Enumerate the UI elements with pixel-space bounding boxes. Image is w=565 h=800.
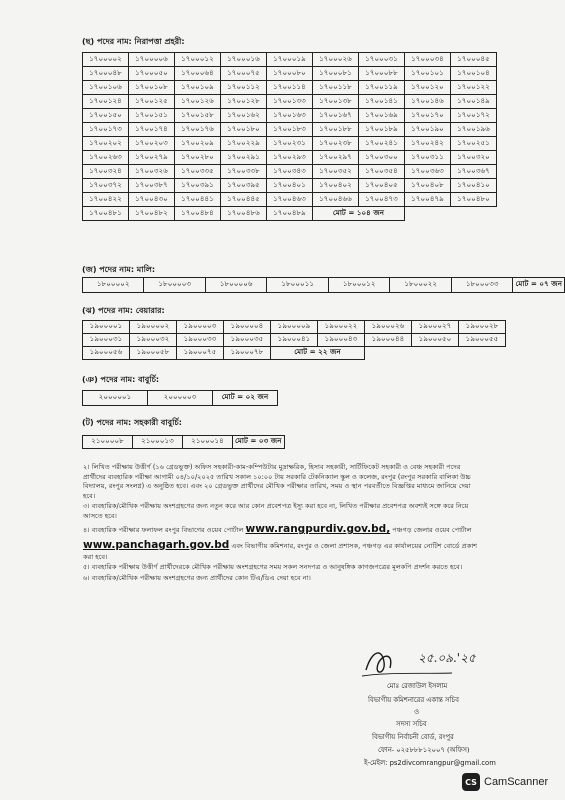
roll-number-cell: ১৭০০১৯০ bbox=[405, 123, 451, 137]
section-heading-gardener: (জ) পদের নাম: মালি: bbox=[82, 265, 156, 274]
roll-number-cell: ১৮০০০০২ bbox=[83, 278, 144, 293]
roll-number-cell: ১৯০০০৪৪ bbox=[365, 334, 412, 347]
roll-number-cell: ১৭০০২৩৮ bbox=[313, 137, 359, 151]
roll-number-cell: ১৭০০৪৮৪ bbox=[175, 207, 221, 221]
roll-number-cell: ১৭০০৩৬৭ bbox=[451, 165, 497, 179]
roll-number-cell: ১৭০০০১৯ bbox=[267, 53, 313, 67]
roll-number-cell: ১৯০০০৫৫ bbox=[459, 334, 506, 347]
roll-number-cell: ১৭০০০১৬ bbox=[221, 53, 267, 67]
roll-number-cell: ১৭০০২৯৩ bbox=[267, 151, 313, 165]
roll-table-body bbox=[83, 53, 497, 221]
roll-number-cell: ১৭০০১২৫ bbox=[129, 95, 175, 109]
roll-number-cell: ১৮০০০১১ bbox=[267, 278, 328, 293]
roll-number-cell: ১৭০০৪৪১ bbox=[175, 193, 221, 207]
roll-number-cell: ১৭০০১৪১ bbox=[359, 95, 405, 109]
roll-number-cell: ১৭০০১৫৮ bbox=[175, 109, 221, 123]
roll-table-security-guard bbox=[82, 52, 497, 221]
roll-number-cell: ১৭০০৪৩০ bbox=[129, 193, 175, 207]
roll-number-cell: ১৭০০০১২ bbox=[175, 53, 221, 67]
total-count-cell: মোট = ০২ জন bbox=[213, 391, 278, 406]
roll-number-cell: ১৭০০০৭৫ bbox=[221, 67, 267, 81]
roll-number-cell: ১৭০০৪৬৩ bbox=[267, 193, 313, 207]
roll-number-cell: ১৭০০৩৬৩ bbox=[405, 165, 451, 179]
roll-number-cell: ১৭০০৪০৮ bbox=[405, 179, 451, 193]
roll-number-cell: ১৭০০০৮০ bbox=[267, 67, 313, 81]
roll-number-cell: ১৭০০১৩৩ bbox=[267, 95, 313, 109]
roll-number-cell: ২১০০০১৪ bbox=[183, 436, 233, 449]
total-count-cell: মোট = ২২ জন bbox=[271, 347, 365, 360]
roll-number-cell: ১৭০০১৭৬ bbox=[175, 123, 221, 137]
table-row bbox=[83, 278, 565, 293]
roll-number-cell: ১৭০০১৭০ bbox=[405, 109, 451, 123]
roll-number-cell: ১৭০০৩৯৫ bbox=[221, 179, 267, 193]
roll-number-cell: ১৭০০২৯৭ bbox=[313, 151, 359, 165]
roll-number-cell: ১৯০০০৪৩ bbox=[318, 334, 365, 347]
roll-number-cell: ১৭০০৪১০ bbox=[451, 179, 497, 193]
roll-number-cell: ১৭০০৪৮২ bbox=[129, 207, 175, 221]
roll-number-cell: ১৯০০০২৬ bbox=[365, 321, 412, 334]
roll-number-cell: ১৭০০৩২০ bbox=[451, 151, 497, 165]
roll-number-cell: ১৯০০০৫৬ bbox=[83, 347, 130, 360]
roll-number-cell: ১৮০০০৩৩ bbox=[451, 278, 513, 293]
roll-number-cell: ১৯০০০৭৫ bbox=[177, 347, 224, 360]
roll-number-cell: ১৭০০৪৪৫ bbox=[221, 193, 267, 207]
roll-number-cell: ১৭০০৩৫২ bbox=[313, 165, 359, 179]
roll-number-cell: ১৯০০০২৮ bbox=[459, 321, 506, 334]
roll-number-cell: ১৭০০৪৭৯ bbox=[405, 193, 451, 207]
roll-number-cell: ১৭০০১৫০ bbox=[83, 109, 129, 123]
roll-number-cell: ১৭০০১০৮ bbox=[129, 81, 175, 95]
roll-number-cell: ১৭০০০২৬ bbox=[313, 53, 359, 67]
roll-number-cell: ১৭০০১৫১ bbox=[129, 109, 175, 123]
note-6: ৬। ব্যবহারিক/মৌখিক পরীক্ষায় অংশগ্রহণের জন্য প্রার্থীদের কোন টিএ/ডিএ দেয়া হবে না। bbox=[83, 573, 311, 582]
table-row bbox=[83, 53, 497, 67]
roll-number-cell: ১৭০০২০৯ bbox=[175, 137, 221, 151]
note-4 bbox=[83, 522, 483, 562]
roll-number-cell: ১৭০০১১৯ bbox=[359, 81, 405, 95]
signatory-and: ও bbox=[414, 708, 420, 716]
roll-number-cell: ১৯০০০৩১ bbox=[83, 334, 130, 347]
roll-number-cell: ১৯০০০২৭ bbox=[412, 321, 459, 334]
roll-number-cell: ১৭০০১৬২ bbox=[221, 109, 267, 123]
roll-number-cell: ১৭০০৩৭২ bbox=[83, 179, 129, 193]
note-4-text-a: ৪। ব্যবহারিক পরীক্ষার ফলাফল রংপুর বিভাগের ওয়েব পোর্টাল bbox=[83, 526, 244, 535]
roll-number-cell: ১৭০০৪৬৬ bbox=[313, 193, 359, 207]
table-row bbox=[83, 436, 285, 449]
roll-table-assistant-cook bbox=[82, 435, 285, 449]
roll-number-cell: ১৭০০৪৮১ bbox=[83, 207, 129, 221]
roll-number-cell: ২০০০০০৩ bbox=[148, 391, 213, 406]
roll-number-cell: ১৭০০০৪৮ bbox=[83, 67, 129, 81]
section-heading-security-guard: (ছ) পদের নাম: নিরাপত্তা প্রহরী: bbox=[82, 37, 185, 46]
roll-number-cell: ২১০০০০৮ bbox=[83, 436, 133, 449]
total-count-cell: মোট = ১০৪ জন bbox=[313, 207, 405, 221]
roll-number-cell: ১৭০০৩৩৮ bbox=[221, 165, 267, 179]
roll-number-cell: ১৭০০১৩৮ bbox=[313, 95, 359, 109]
camscanner-watermark bbox=[462, 773, 548, 791]
roll-number-cell: ১৭০০৪৮৯ bbox=[267, 207, 313, 221]
roll-number-cell: ১৭০০১০৯ bbox=[175, 81, 221, 95]
roll-number-cell: ১৭০০১৭২ bbox=[451, 109, 497, 123]
roll-number-cell: ১৭০০১২০ bbox=[405, 81, 451, 95]
camscanner-logo-icon: CS bbox=[462, 773, 480, 791]
section-heading-cook: (ঞ) পদের নাম: বাবুর্চি: bbox=[82, 375, 160, 384]
signatory-name: মোঃ রেজাউল ইসলাম bbox=[387, 682, 448, 690]
signature-underline bbox=[362, 673, 452, 676]
roll-number-cell: ১৭০০২৭৯ bbox=[129, 151, 175, 165]
handwritten-date: ২৫.০৯.'২৫ bbox=[418, 651, 476, 665]
roll-number-cell: ১৭০০৩৪৩ bbox=[267, 165, 313, 179]
roll-number-cell: ১৭০০৩২৬ bbox=[129, 165, 175, 179]
table-row bbox=[83, 95, 497, 109]
roll-number-cell: ১৭০০১৪৬ bbox=[405, 95, 451, 109]
roll-number-cell: ১৭০০২৫১ bbox=[451, 137, 497, 151]
roll-number-cell: ১৭০০১৮৩ bbox=[267, 123, 313, 137]
roll-number-cell: ২০০০০০১ bbox=[83, 391, 148, 406]
roll-number-cell: ১৯০০০৩৩ bbox=[177, 334, 224, 347]
roll-number-cell: ১৭০০১৭৪ bbox=[129, 123, 175, 137]
total-count-cell: মোট = ০৩ জন bbox=[233, 436, 285, 449]
table-row bbox=[83, 123, 497, 137]
table-row bbox=[83, 179, 497, 193]
roll-number-cell: ১৭০০২৮০ bbox=[175, 151, 221, 165]
roll-number-cell: ১৭০০০৪৫ bbox=[451, 53, 497, 67]
roll-table-bearer bbox=[82, 320, 506, 360]
roll-number-cell: ১৭০০০৮৮ bbox=[359, 67, 405, 81]
table-row bbox=[83, 193, 497, 207]
roll-number-cell: ২১০০০১৩ bbox=[133, 436, 183, 449]
roll-number-cell: ১৭০০১৬৭ bbox=[313, 109, 359, 123]
roll-number-cell: ১৭০০২৩১ bbox=[267, 137, 313, 151]
roll-number-cell: ১৯০০০৭৮ bbox=[224, 347, 271, 360]
roll-number-cell: ১৭০০০০৬ bbox=[129, 53, 175, 67]
signatory-phone: ফোন- ০২৫৮৮৮১২০০৭ (অফিস) bbox=[378, 746, 470, 754]
note-4-text-b: পঞ্চগড় জেলার ওয়েব পোর্টাল bbox=[392, 526, 472, 535]
roll-table-body bbox=[83, 321, 506, 360]
roll-number-cell: ১৭০০১২৪ bbox=[83, 95, 129, 109]
table-row bbox=[83, 81, 497, 95]
roll-number-cell: ১৭০০১৮৯ bbox=[359, 123, 405, 137]
roll-number-cell: ১৭০০৪৮০ bbox=[451, 193, 497, 207]
table-row bbox=[83, 165, 497, 179]
roll-number-cell: ১৯০০০৫০ bbox=[412, 334, 459, 347]
roll-number-cell: ১৭০০৩৯১ bbox=[175, 179, 221, 193]
roll-number-cell: ১৭০০০০২ bbox=[83, 53, 129, 67]
roll-number-cell: ১৮০০০১২ bbox=[328, 278, 389, 293]
table-row bbox=[83, 334, 506, 347]
roll-number-cell: ১৭০০২০৩ bbox=[129, 137, 175, 151]
roll-number-cell: ১৭০০১৭৩ bbox=[83, 123, 129, 137]
roll-number-cell: ১৭০০১০৪ bbox=[451, 67, 497, 81]
roll-table-body bbox=[83, 278, 565, 293]
signatory-title-2: সদস্য সচিব bbox=[396, 720, 427, 728]
roll-number-cell: ১৭০০৩৫৪ bbox=[359, 165, 405, 179]
roll-number-cell: ১৭০০০৩১ bbox=[359, 53, 405, 67]
roll-number-cell: ১৭০০১০৬ bbox=[83, 81, 129, 95]
roll-number-cell: ১৭০০৩০০ bbox=[359, 151, 405, 165]
roll-table-cook bbox=[82, 390, 278, 406]
panchagarh-link[interactable]: www.panchagarh.gov.bd bbox=[83, 538, 230, 551]
roll-number-cell: ১৯০০০৩৫ bbox=[224, 334, 271, 347]
roll-number-cell: ১৭০০২০২ bbox=[83, 137, 129, 151]
section-heading-assistant-cook: (ট) পদের নাম: সহকারী বাবুর্চি: bbox=[82, 418, 182, 427]
roll-number-cell: ১৭০০৪৮৬ bbox=[221, 207, 267, 221]
roll-number-cell: ১৯০০০৫৮ bbox=[130, 347, 177, 360]
roll-number-cell: ১৭০০১১৪ bbox=[267, 81, 313, 95]
roll-number-cell: ১৭০০১৯৬ bbox=[451, 123, 497, 137]
roll-number-cell: ১৭০০৪৭৩ bbox=[359, 193, 405, 207]
roll-number-cell: ১৮০০০০৬ bbox=[205, 278, 266, 293]
note-3: ৩। ব্যবহারিক/মৌখিক পরীক্ষায় অংশগ্রহণের জন্য নতুন করে আর কোন প্রবেশপত্র ইস্যু করা হবে না, লিখিত পরীক্ষার প্রবেশপত্র অবশ্যই সঙ্গে করে নিয়ে আসতে হবে। bbox=[83, 502, 469, 520]
roll-number-cell: ১৯০০০০৯ bbox=[271, 321, 318, 334]
note-2: ২। লিখিত পরীক্ষায় উত্তীর্ণ (১৬ গ্রেডভুক্ত) অফিস সহকারী-কাম-কম্পিউটার মুদ্রাক্ষরিক, হিসাব সহকারী, সার্টিফিকেট সহকারী ও বেঞ্চ সহকারী পদের প্রার্থীদের ব্যবহারিক পরীক্ষা আগামী ০৪/১০/২০২৫ তারিখ সকাল ১০:০০ টায় সরকারি টেকনিক্যাল স্কুল ও কলেজ, রংপুর (রংপুর সরকারি বালিকা উচ্চ বিদ্যালয়, রংপুর সংলগ্ন) এ অনুষ্ঠিত হবে। এবং ২০ গ্রেডভুক্ত প্রার্থীদের মৌখিক পরীক্ষার তারিখ, সময় ও স্থান পরবর্তীতে বিজ্ঞপ্তির মাধ্যমে জানিয়ে দেয়া হবে। bbox=[83, 463, 471, 500]
roll-number-cell: ১৮০০০২২ bbox=[390, 278, 451, 293]
roll-number-cell: ১৭০০১২২ bbox=[451, 81, 497, 95]
roll-number-cell: ১৭০০১২৮ bbox=[221, 95, 267, 109]
section-heading-bearer: (ঝ) পদের নাম: বেয়ারার: bbox=[82, 306, 165, 315]
roll-number-cell: ১৭০০১০১ bbox=[405, 67, 451, 81]
signatory-board: বিভাগীয় নির্বাচনী বোর্ড, রংপুর bbox=[372, 733, 454, 741]
roll-number-cell: ১৭০০১৮০ bbox=[221, 123, 267, 137]
table-row bbox=[83, 321, 506, 334]
roll-table-gardener bbox=[82, 277, 565, 293]
roll-number-cell: ১৭০০৩১১ bbox=[405, 151, 451, 165]
rangpurdiv-link[interactable]: www.rangpurdiv.gov.bd, bbox=[245, 523, 391, 536]
roll-number-cell: ১৭০০২৯১ bbox=[221, 151, 267, 165]
roll-number-cell: ১৯০০০০২ bbox=[130, 321, 177, 334]
roll-number-cell: ১৭০০৩৩৫ bbox=[175, 165, 221, 179]
table-row bbox=[83, 347, 506, 360]
roll-number-cell: ১৯০০০৪১ bbox=[271, 334, 318, 347]
camscanner-label: CamScanner bbox=[484, 776, 549, 788]
roll-number-cell: ১৭০০০৩৪ bbox=[405, 53, 451, 67]
roll-number-cell: ১৭০০৩৮৭ bbox=[129, 179, 175, 193]
roll-number-cell: ১৭০০১১৮ bbox=[313, 81, 359, 95]
roll-table-body bbox=[83, 391, 278, 406]
roll-number-cell: ১৯০০০২২ bbox=[318, 321, 365, 334]
table-row bbox=[83, 137, 497, 151]
signatory-title-1: বিভাগীয় কমিশনারের একান্ত সচিব bbox=[368, 696, 459, 704]
roll-number-cell: ১৯০০০০১ bbox=[83, 321, 130, 334]
table-row bbox=[83, 391, 278, 406]
roll-number-cell: ১৭০০১৮৮ bbox=[313, 123, 359, 137]
table-row bbox=[83, 207, 497, 221]
roll-number-cell: ১৭০০৪০১ bbox=[267, 179, 313, 193]
roll-number-cell: ১৭০০২২৯ bbox=[221, 137, 267, 151]
note-4-text-c: এবং বিভাগীয় কমিশনার, রংপুর ও জেলা প্রশাসক, পঞ্চগড় এর কার্যালয়ের নোটিশ বোর্ডে প্রকাশ করা হবে। bbox=[83, 541, 478, 561]
signature-stroke bbox=[366, 653, 391, 672]
roll-number-cell: ১৭০০১১২ bbox=[221, 81, 267, 95]
roll-number-cell: ১৭০০১৪৯ bbox=[451, 95, 497, 109]
roll-number-cell: ১৭০০০৬৪ bbox=[175, 67, 221, 81]
roll-number-cell: ১৭০০৩২৪ bbox=[83, 165, 129, 179]
note-5: ৫। ব্যবহারিক পরীক্ষায় উত্তীর্ণ প্রার্থীদেরকে মৌখিক পরীক্ষায় অংশগ্রহণের সময় সকল সনদপত্র ও আনুষঙ্গিক কাগজপত্রের মূলকপি প্রদর্শন করতে হবে। bbox=[83, 563, 463, 572]
roll-number-cell: ১৭০০৪০২ bbox=[313, 179, 359, 193]
roll-number-cell: ১৭০০০৫০ bbox=[129, 67, 175, 81]
roll-number-cell: ১৯০০০০৪ bbox=[224, 321, 271, 334]
roll-number-cell: ১৭০০০৮১ bbox=[313, 67, 359, 81]
roll-number-cell: ১৭০০৪২২ bbox=[83, 193, 129, 207]
roll-number-cell: ১৭০০২৬৩ bbox=[83, 151, 129, 165]
roll-number-cell: ১৭০০২৪১ bbox=[359, 137, 405, 151]
total-count-cell: মোট = ০৭ জন bbox=[513, 278, 565, 293]
roll-number-cell: ১৭০০১২৬ bbox=[175, 95, 221, 109]
roll-table-body bbox=[83, 436, 285, 449]
roll-number-cell: ১৯০০০৩২ bbox=[130, 334, 177, 347]
signatory-email: ই-মেইল: ps2divcomrangpur@gmail.com bbox=[364, 759, 496, 767]
table-row bbox=[83, 109, 497, 123]
roll-number-cell: ১৭০০১৬৩ bbox=[267, 109, 313, 123]
roll-number-cell: ১৭০০২৪২ bbox=[405, 137, 451, 151]
roll-number-cell: ১৯০০০০৩ bbox=[177, 321, 224, 334]
roll-number-cell: ১৭০০৪০৫ bbox=[359, 179, 405, 193]
roll-number-cell: ১৮০০০০৩ bbox=[144, 278, 205, 293]
roll-number-cell: ১৭০০১৬৯ bbox=[359, 109, 405, 123]
notes-block bbox=[83, 463, 483, 584]
table-row bbox=[83, 67, 497, 81]
table-row bbox=[83, 151, 497, 165]
